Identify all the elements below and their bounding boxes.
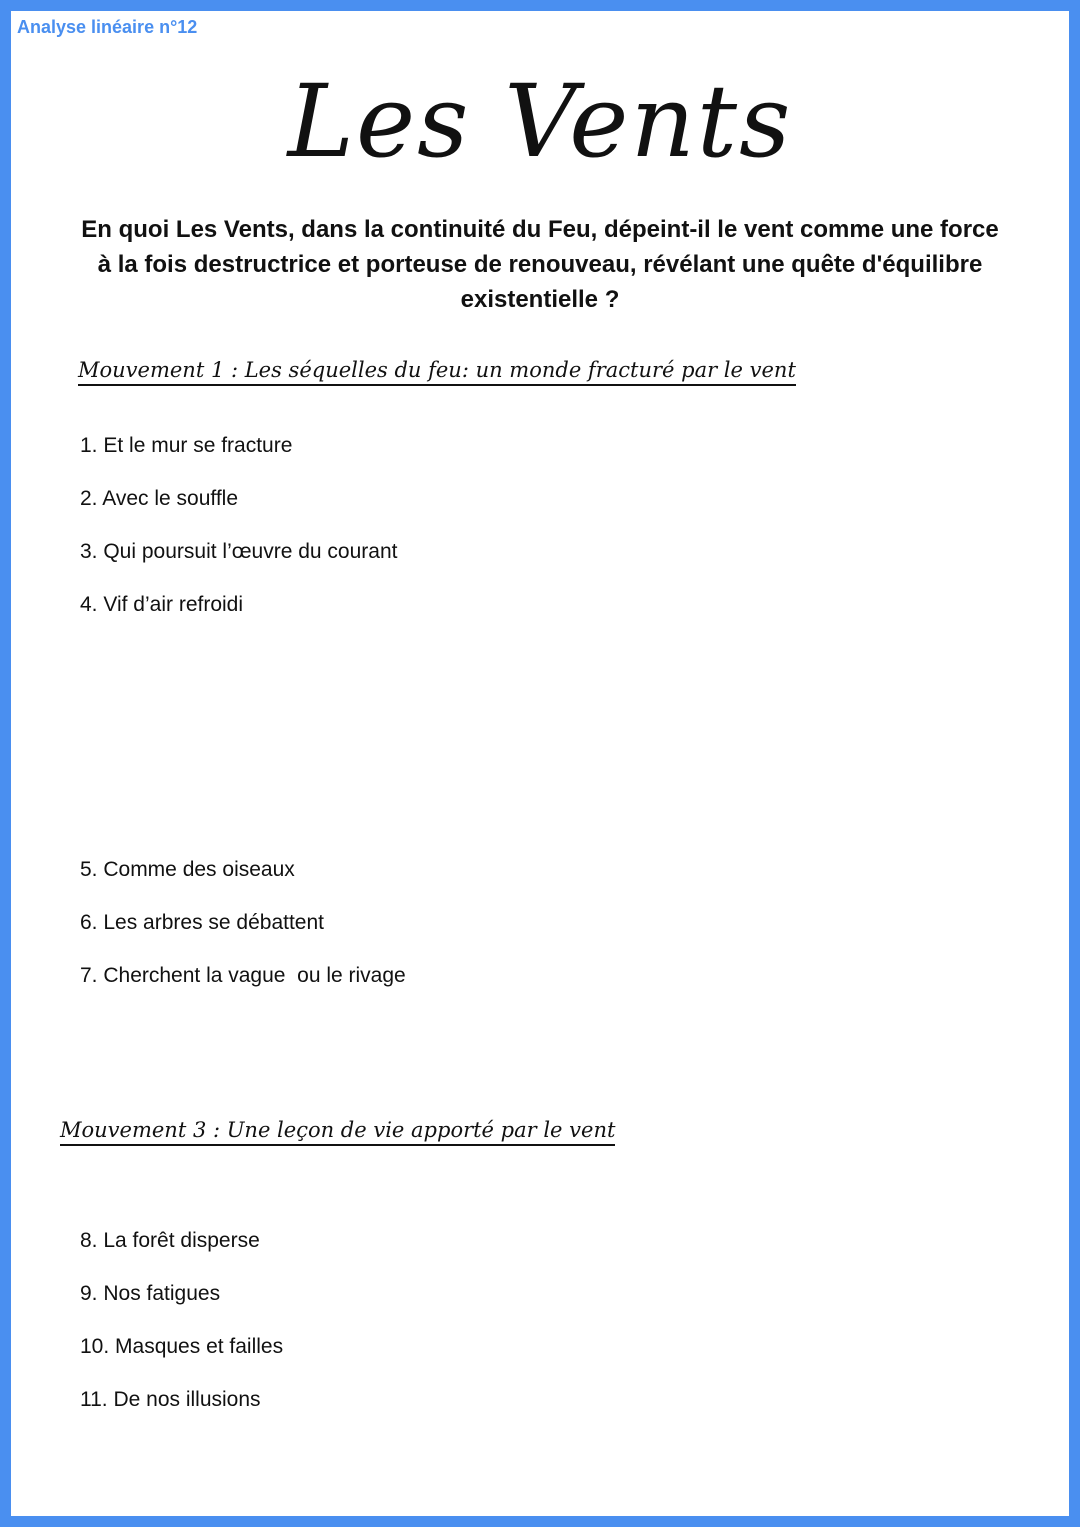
verse-10: 10. Masques et failles	[80, 1335, 284, 1358]
movement-3-heading: Mouvement 3 : Une leçon de vie apporté par le vent	[60, 1117, 615, 1146]
verse-3: 3. Qui poursuit l’œuvre du courant	[80, 540, 398, 563]
verse-5: 5. Comme des oiseaux	[80, 858, 295, 881]
page-title: Les Vents	[287, 63, 793, 180]
verse-8: 8. La forêt disperse	[80, 1229, 260, 1252]
document-label: Analyse linéaire n°12	[17, 17, 198, 37]
problematic-question: En quoi Les Vents, dans la continuité du Feu, dépeint-il le vent comme une force à la fois destructrice et porteuse de renouveau, révélant une quête d'équilibre existentielle ?	[81, 216, 999, 313]
verse-11: 11. De nos illusions	[80, 1388, 261, 1411]
verse-9: 9. Nos fatigues	[80, 1282, 221, 1305]
verse-1: 1. Et le mur se fracture	[80, 434, 293, 457]
verse-2: 2. Avec le souffle	[80, 487, 239, 510]
verse-7: 7. Cherchent la vague ou le rivage	[80, 964, 406, 987]
movement-1-heading: Mouvement 1 : Les séquelles du feu: un monde fracturé par le vent	[78, 357, 796, 386]
verse-4: 4. Vif d’air refroidi	[80, 593, 244, 616]
verse-6: 6. Les arbres se débattent	[80, 911, 324, 934]
